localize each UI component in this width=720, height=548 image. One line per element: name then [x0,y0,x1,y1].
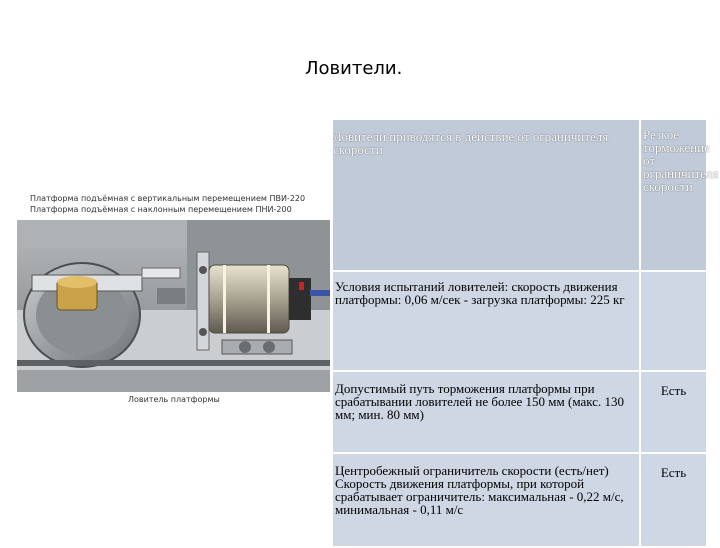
photo-caption-line-1: Платформа подъёмная с вертикальным перемещением ПВИ-220 [30,194,306,203]
catcher-photo [17,220,330,392]
photo-caption-bottom: Ловитель платформы [128,395,220,404]
table-row [332,119,707,271]
photo-caption-line-2: Платформа подъёмная с наклонным перемещением ПНИ-200 [30,205,292,214]
table-cell-description: Ловители приводятся в действие от ограничителя скорости [332,119,640,271]
table-cell-value [640,271,707,371]
table-cell-description: Условия испытаний ловителей: скорость движения платформы: 0,06 м/сек - загрузка платформы: 225 кг [332,271,640,371]
slide-title: Ловители. [305,58,403,79]
catcher-parameters-table [331,118,719,548]
table-cell-description: Допустимый путь торможения платформы при срабатывании ловителей не более 150 мм (макс. 130 мм; мин. 80 мм) [332,371,640,453]
table-cell-value: Резкое торможение от ограничителя скорости [640,119,707,271]
table-row [332,271,707,371]
table-row [332,453,707,547]
photo-caption-top [30,193,330,215]
table-cell-value: Есть [640,453,707,547]
catcher-mechanism-illustration [17,220,330,392]
table-cell-value: Есть [640,371,707,453]
table-row [332,371,707,453]
table-cell-description: Центробежный ограничитель скорости (есть/нет) Скорость движения платформы, при которой срабатывает ограничитель: максимальная - 0,22 м/с, минимальная - 0,11 м/с [332,453,640,547]
